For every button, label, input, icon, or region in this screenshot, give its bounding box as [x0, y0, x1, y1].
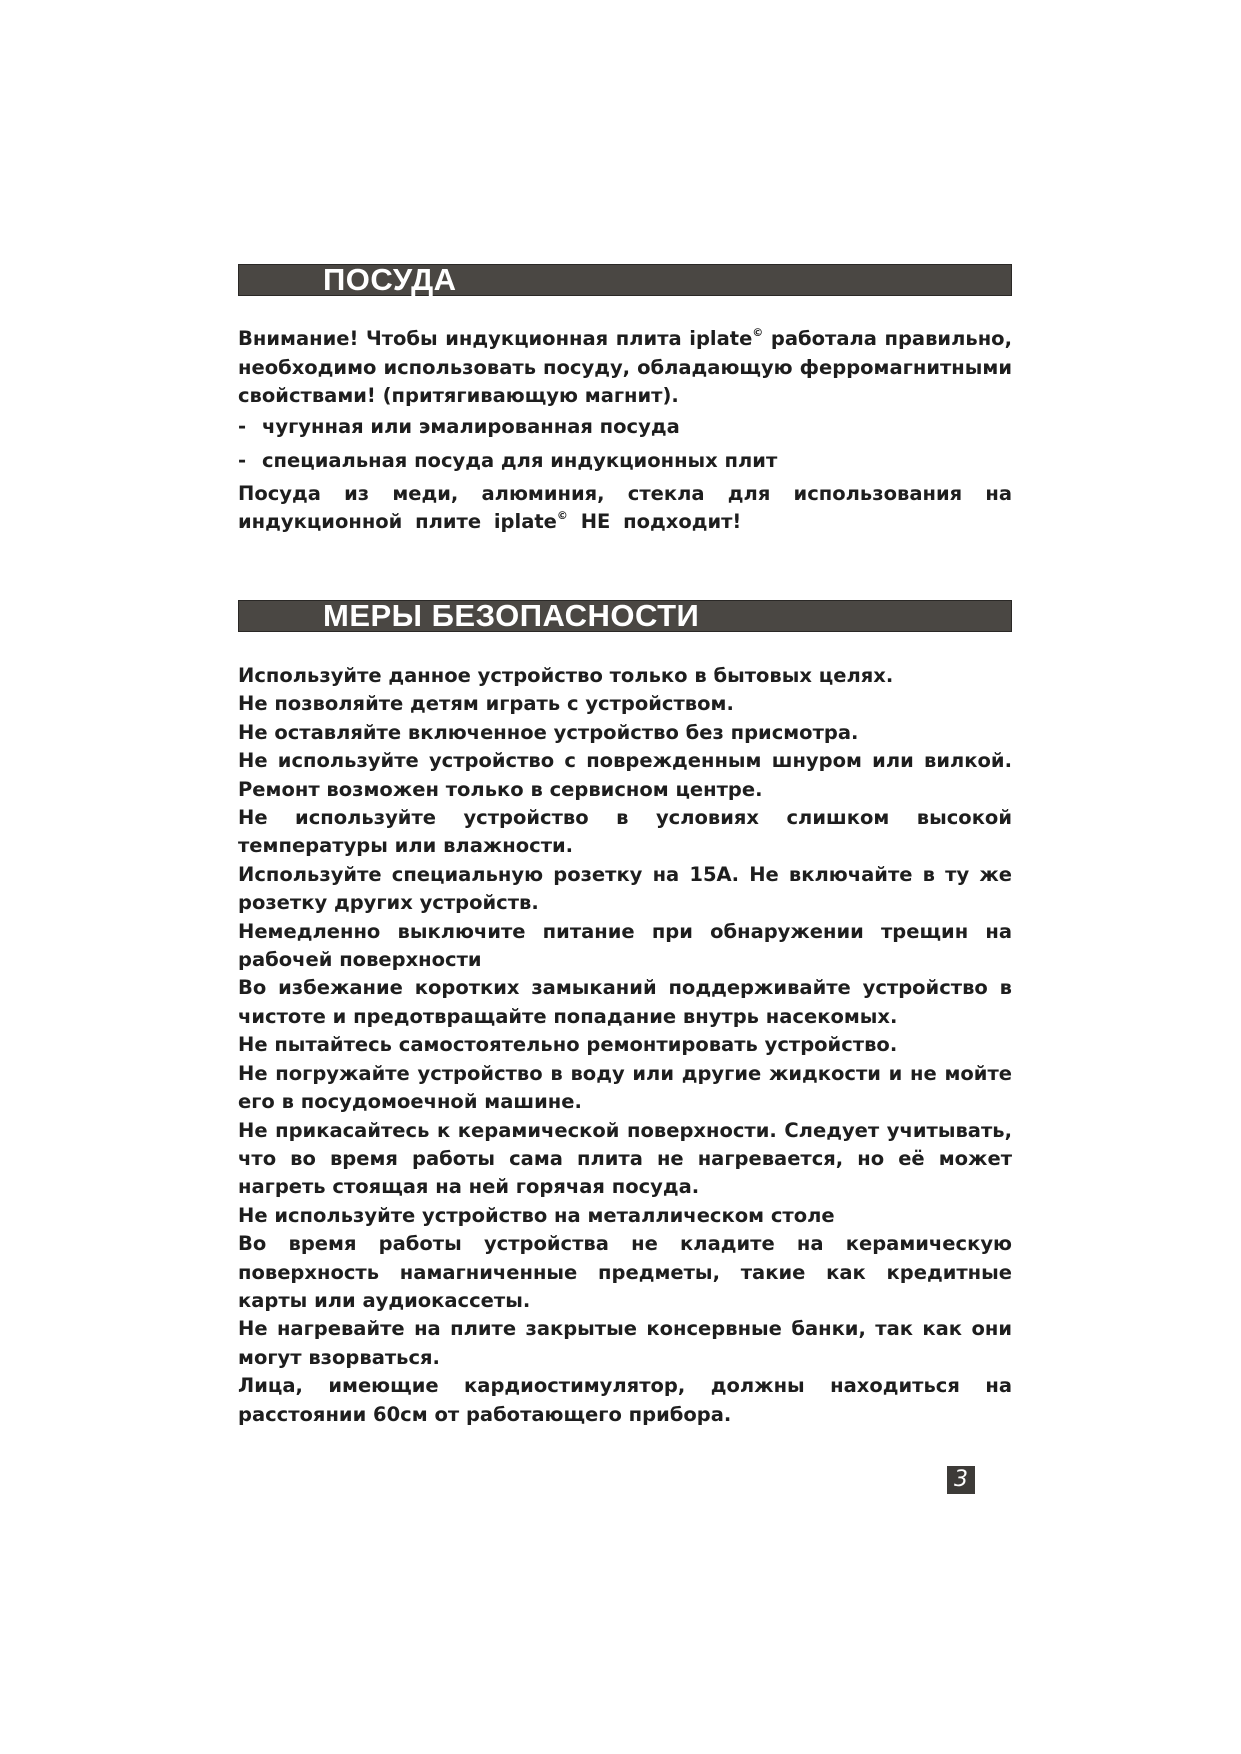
copyright-mark: ©: [752, 326, 764, 339]
safety-section-header: [238, 600, 1012, 632]
safety-item: Не используйте устройство с поврежденным шнуром или вилкой. Ремонт возможен только в сервисном центре.: [238, 749, 1012, 801]
list-item: - специальная посуда для индукционных плит: [238, 447, 1012, 476]
dishes-intro-paragraph: Внимание! Чтобы индукционная плита iplate© работала правильно, необходимо использовать посуду, обладающую ферромагнитными свойствами! (притягивающую магнит).: [238, 326, 1012, 407]
safety-item: Не используйте устройство в условиях слишком высокой температуры или влажности.: [238, 806, 1012, 858]
dishes-section-header: [238, 264, 1012, 296]
bullet-dash: -: [238, 414, 247, 438]
safety-item: Во избежание коротких замыканий поддерживайте устройство в чистоте и предотвращайте попадание внутрь насекомых.: [238, 976, 1012, 1028]
safety-item: Во время работы устройства не кладите на керамическую поверхность намагниченные предметы, такие как кредитные карты или аудиокассеты.: [238, 1232, 1012, 1312]
dishes-section-title: ПОСУДА: [323, 262, 457, 297]
safety-item: Не оставляйте включенное устройство без присмотра.: [238, 720, 859, 744]
safety-section-body: [238, 662, 1012, 1429]
safety-item: Не прикасайтесь к керамической поверхности. Следует учитывать, что во время работы сама плита не нагревается, но её может нагреть стоящая на ней горячая посуда.: [238, 1118, 1012, 1199]
dishes-section-body: [238, 325, 1012, 537]
safety-item: Не позволяйте детям играть с устройством.: [238, 692, 734, 716]
dishes-warning-paragraph: Посуда из меди, алюминия, стекла для использования на индукционной плите iplate© НЕ подходит!: [238, 481, 1012, 533]
safety-item: Не используйте устройство на металлическом столе: [238, 1203, 835, 1227]
safety-item: Не нагревайте на плите закрытые консервные банки, так как они могут взорваться.: [238, 1317, 1012, 1369]
safety-section-title: МЕРЫ БЕЗОПАСНОСТИ: [323, 598, 700, 633]
bullet-dash: -: [238, 449, 247, 472]
safety-item: Используйте специальную розетку на 15А. Не включайте в ту же розетку других устройств.: [238, 862, 1012, 915]
page-number: 3: [947, 1466, 975, 1494]
safety-item: Немедленно выключите питание при обнаружении трещин на рабочей поверхности: [238, 919, 1012, 972]
safety-item: Лица, имеющие кардиостимулятор, должны находиться на расстоянии 60см от работающего прибора.: [238, 1374, 1012, 1426]
safety-item: Не пытайтесь самостоятельно ремонтировать устройство.: [238, 1033, 898, 1057]
safety-item: Не погружайте устройство в воду или другие жидкости и не мойте его в посудомоечной машине.: [238, 1061, 1012, 1114]
list-item: - чугунная или эмалированная посуда: [238, 413, 1012, 442]
safety-item: Используйте данное устройство только в бытовых целях.: [238, 664, 894, 687]
copyright-mark: ©: [556, 509, 568, 522]
